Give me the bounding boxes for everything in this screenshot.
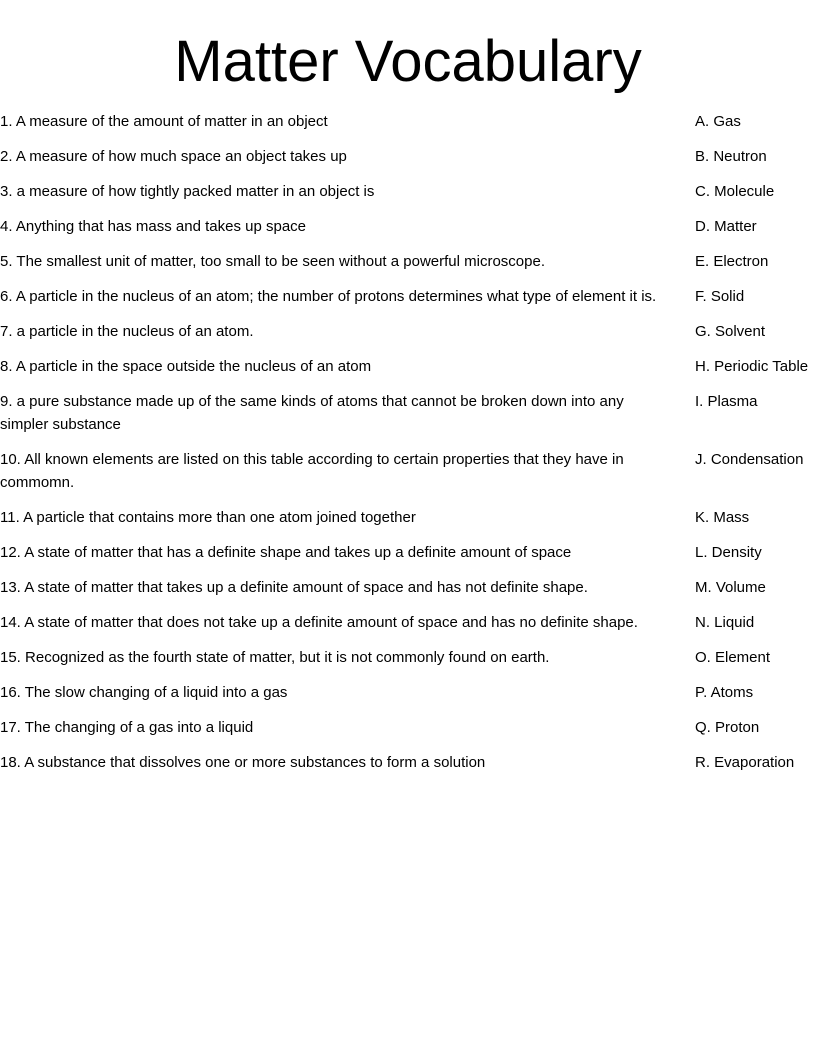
answer-e: E. Electron — [695, 253, 769, 270]
vocab-row — [0, 751, 816, 786]
page-title: Matter Vocabulary — [174, 29, 642, 94]
vocab-row — [0, 716, 816, 751]
vocab-row — [0, 215, 816, 250]
definition-11: 11. A particle that contains more than one atom joined together — [0, 509, 416, 526]
vocab-row — [0, 448, 816, 506]
vocab-row — [0, 250, 816, 285]
definition-10: 10. All known elements are listed on this table according to certain properties that they have in commomn. — [0, 451, 624, 491]
answer-f: F. Solid — [695, 288, 745, 305]
definition-12: 12. A state of matter that has a definite shape and takes up a definite amount of space — [0, 544, 572, 561]
vocab-row — [0, 506, 816, 541]
answer-o: O. Element — [695, 649, 771, 666]
definition-13: 13. A state of matter that takes up a definite amount of space and has not definite shape. — [0, 579, 588, 596]
definition-5: 5. The smallest unit of matter, too small to be seen without a powerful microscope. — [0, 253, 545, 270]
definition-6: 6. A particle in the nucleus of an atom; the number of protons determines what type of element it is. — [0, 288, 657, 305]
answer-r: R. Evaporation — [695, 754, 795, 771]
vocab-row — [0, 145, 816, 180]
answer-n: N. Liquid — [695, 614, 755, 631]
answer-q: Q. Proton — [695, 719, 760, 736]
vocab-row — [0, 355, 816, 390]
answer-m: M. Volume — [695, 579, 766, 596]
definition-17: 17. The changing of a gas into a liquid — [0, 719, 254, 736]
definition-3: 3. a measure of how tightly packed matter in an object is — [0, 183, 375, 200]
definition-18: 18. A substance that dissolves one or more substances to form a solution — [0, 754, 486, 771]
definition-1: 1. A measure of the amount of matter in an object — [0, 113, 328, 130]
definition-9: 9. a pure substance made up of the same kinds of atoms that cannot be broken down into any simpler substance — [0, 393, 624, 433]
vocab-row — [0, 576, 816, 611]
vocab-row — [0, 390, 816, 448]
definition-14: 14. A state of matter that does not take up a definite amount of space and has no definite shape. — [0, 614, 638, 631]
vocab-row — [0, 681, 816, 716]
answer-h: H. Periodic Table — [695, 358, 809, 375]
answer-a: A. Gas — [695, 113, 741, 130]
definition-8: 8. A particle in the space outside the nucleus of an atom — [0, 358, 372, 375]
vocab-row — [0, 320, 816, 355]
definition-16: 16. The slow changing of a liquid into a gas — [0, 684, 288, 701]
vocabulary-list — [0, 110, 816, 786]
vocab-row — [0, 180, 816, 215]
answer-b: B. Neutron — [695, 148, 767, 165]
answer-g: G. Solvent — [695, 323, 766, 340]
vocab-row — [0, 611, 816, 646]
vocab-row — [0, 110, 816, 145]
answer-j: J. Condensation — [695, 451, 804, 468]
definition-2: 2. A measure of how much space an object takes up — [0, 148, 347, 165]
definition-4: 4. Anything that has mass and takes up space — [0, 218, 307, 235]
vocab-row — [0, 541, 816, 576]
answer-d: D. Matter — [695, 218, 757, 235]
definition-15: 15. Recognized as the fourth state of matter, but it is not commonly found on earth. — [0, 649, 550, 666]
vocab-row — [0, 285, 816, 320]
definition-7: 7. a particle in the nucleus of an atom. — [0, 323, 254, 340]
answer-i: I. Plasma — [695, 393, 758, 410]
answer-k: K. Mass — [695, 509, 750, 526]
answer-c: C. Molecule — [695, 183, 775, 200]
answer-p: P. Atoms — [695, 684, 754, 701]
answer-l: L. Density — [695, 544, 762, 561]
vocab-row — [0, 646, 816, 681]
